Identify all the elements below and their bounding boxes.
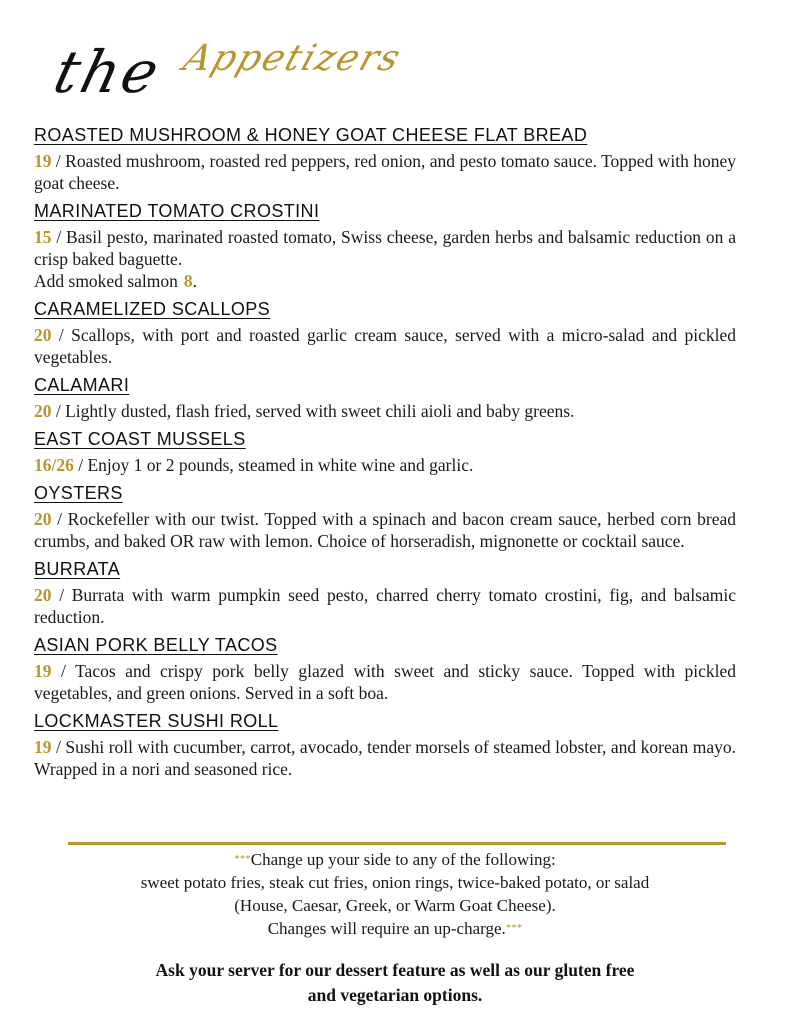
item-description: [34, 226, 736, 270]
sides-line-2: sweet potato fries, steak cut fries, onion rings, twice-baked potato, or salad: [140, 873, 650, 892]
menu-item: [34, 200, 736, 292]
item-price: 19: [34, 661, 52, 681]
item-description: [34, 508, 736, 552]
menu-item: [34, 710, 736, 780]
item-desc-text: / Tacos and crispy pork belly glazed with sweet and sticky sauce. Topped with pickled vegetables, and green onions. Served in a soft boa.: [34, 661, 736, 703]
sides-line-1-text: Change up your side to any of the following:: [250, 850, 556, 869]
menu-header: [20, 8, 407, 123]
menu-item: [34, 428, 736, 476]
item-desc-text: / Scallops, with port and roasted garlic cream sauce, served with a micro-salad and pickled vegetables.: [34, 325, 736, 367]
footer-line-1: Ask your server for our dessert feature as well as our gluten free: [155, 960, 635, 980]
item-title: CALAMARI: [34, 375, 130, 395]
footer-note: [60, 958, 730, 1008]
menu-item: [34, 558, 736, 628]
asterisks-open: ***: [234, 853, 251, 865]
menu-item: [34, 482, 736, 552]
header-the: the: [47, 38, 169, 106]
item-price: 16/26: [34, 455, 74, 475]
asterisks-close: ***: [505, 922, 523, 934]
addon-suffix: .: [192, 271, 198, 291]
menu-item: [34, 374, 736, 422]
item-title: ROASTED MUSHROOM & HONEY GOAT CHEESE FLAT BREAD: [34, 125, 588, 145]
item-desc-text: / Sushi roll with cucumber, carrot, avocado, tender morsels of steamed lobster, and korean mayo. Wrapped in a nori and seasoned rice.: [34, 737, 736, 779]
item-title: MARINATED TOMATO CROSTINI: [34, 201, 320, 221]
sides-line-4-text: Changes will require an up-charge.: [267, 919, 506, 938]
footer-line-2: and vegetarian options.: [307, 985, 483, 1005]
item-description: [34, 324, 736, 368]
sides-line-3: (House, Caesar, Greek, or Warm Goat Cheese).: [234, 896, 556, 915]
addon-price: 8: [183, 271, 193, 291]
item-price: 20: [34, 509, 52, 529]
item-desc-text: / Burrata with warm pumpkin seed pesto, charred cherry tomato crostini, fig, and balsamic reduction.: [34, 585, 736, 627]
item-price: 20: [34, 585, 52, 605]
item-description: [34, 660, 736, 704]
gold-divider: [68, 842, 726, 845]
item-addon: [34, 270, 736, 292]
item-desc-text: / Lightly dusted, flash fried, served with sweet chili aioli and baby greens.: [51, 401, 575, 421]
item-title: BURRATA: [34, 559, 121, 579]
menu-item: [34, 298, 736, 368]
item-desc-text: / Enjoy 1 or 2 pounds, steamed in white wine and garlic.: [73, 455, 474, 475]
item-desc-text: / Basil pesto, marinated roasted tomato, Swiss cheese, garden herbs and balsamic reduction on a crisp baked baguette.: [34, 227, 736, 269]
item-price: 20: [34, 401, 52, 421]
appetizer-list: [34, 124, 736, 786]
item-desc-text: / Rockefeller with our twist. Topped with a spinach and bacon cream sauce, herbed corn bread crumbs, and baked OR raw with lemon. Choice of horseradish, mignonette or cocktail sauce.: [34, 509, 736, 551]
item-description: [34, 150, 736, 194]
item-description: [34, 584, 736, 628]
item-price: 19: [34, 151, 52, 171]
item-description: [34, 400, 736, 422]
item-title: LOCKMASTER SUSHI ROLL: [34, 711, 279, 731]
item-description: [34, 454, 736, 476]
item-description: [34, 736, 736, 780]
item-price: 19: [34, 737, 52, 757]
item-title: CARAMELIZED SCALLOPS: [34, 299, 271, 319]
header-appetizers: Appetizers: [178, 38, 407, 79]
item-price: 20: [34, 325, 52, 345]
menu-item: [34, 124, 736, 194]
addon-text: Add smoked salmon: [34, 271, 178, 291]
item-title: EAST COAST MUSSELS: [34, 429, 246, 449]
sides-line-1: [60, 848, 730, 871]
item-title: OYSTERS: [34, 483, 123, 503]
sides-note: [60, 848, 730, 940]
item-price: 15: [34, 227, 52, 247]
sides-line-4: [60, 917, 730, 940]
item-desc-text: / Roasted mushroom, roasted red peppers, red onion, and pesto tomato sauce. Topped with honey goat cheese.: [34, 151, 736, 193]
item-title: ASIAN PORK BELLY TACOS: [34, 635, 278, 655]
menu-item: [34, 634, 736, 704]
